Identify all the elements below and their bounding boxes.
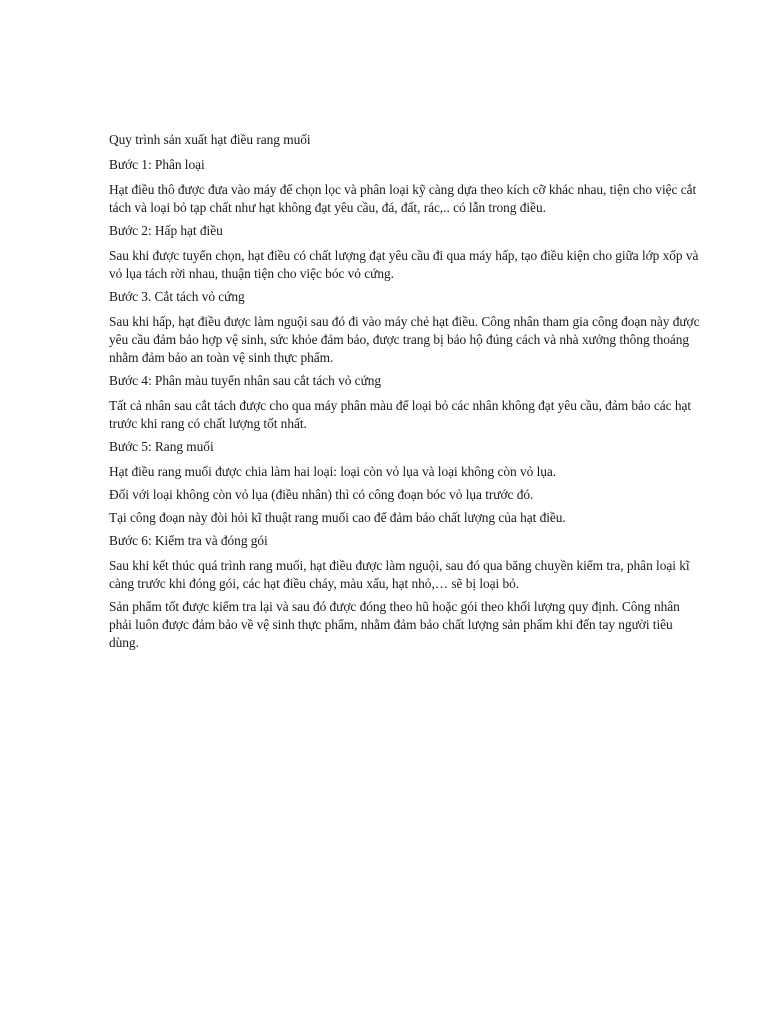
step-paragraph: Đối với loại không còn vỏ lụa (điều nhân) thì có công đoạn bóc vỏ lụa trước đó. <box>109 487 534 502</box>
step-heading: Bước 5: Rang muối <box>109 439 214 454</box>
section-step-3 <box>109 288 705 367</box>
section-step-4 <box>109 372 705 433</box>
step-paragraph: Hạt điều rang muối được chia làm hai loại: loại còn vỏ lụa và loại không còn vỏ lụa. <box>109 464 557 479</box>
step-heading: Bước 4: Phân màu tuyển nhân sau cắt tách vỏ cứng <box>109 373 382 388</box>
step-heading: Bước 3. Cắt tách vỏ cứng <box>109 289 245 304</box>
step-heading: Bước 6: Kiểm tra và đóng gói <box>109 533 268 548</box>
step-paragraph: Sau khi được tuyển chọn, hạt điều có chất lượng đạt yêu cầu đi qua máy hấp, tạo điều kiện cho giữa lớp xốp và vỏ lụa tách rời nhau, thuận tiện cho việc bóc vỏ cứng. <box>109 248 699 281</box>
document-title: Quy trình sản xuất hạt điều rang muối <box>109 132 311 147</box>
section-step-1 <box>109 156 705 217</box>
step-heading: Bước 1: Phân loại <box>109 157 205 172</box>
section-step-6 <box>109 532 705 652</box>
step-paragraph: Tại công đoạn này đòi hỏi kĩ thuật rang muối cao để đảm bảo chất lượng của hạt điều. <box>109 510 566 525</box>
step-paragraph: Tất cả nhân sau cắt tách được cho qua máy phân màu để loại bỏ các nhân không đạt yêu cầu, đảm bảo các hạt trước khi rang có chất lượng tốt nhất. <box>109 398 692 431</box>
step-paragraph: Sản phẩm tốt được kiểm tra lại và sau đó được đóng theo hũ hoặc gói theo khối lượng quy định. Công nhân phải luôn được đảm bảo về vệ sinh thực phẩm, nhằm đảm bảo chất lượng sản phẩm khi đến tay người tiêu dùng. <box>109 599 680 650</box>
step-paragraph: Sau khi kết thúc quá trình rang muối, hạt điều được làm nguội, sau đó qua băng chuyền kiểm tra, phân loại kĩ càng trước khi đóng gói, các hạt điều cháy, màu xấu, hạt nhỏ,… sẽ bị loại bỏ. <box>109 558 690 591</box>
step-heading: Bước 2: Hấp hạt điều <box>109 223 223 238</box>
step-paragraph: Hạt điều thô được đưa vào máy để chọn lọc và phân loại kỹ càng dựa theo kích cỡ khác nhau, tiện cho việc cắt tách và loại bỏ tạp chất như hạt không đạt yêu cầu, đá, đất, rác,.. có lẫn trong điều. <box>109 182 697 215</box>
step-paragraph: Sau khi hấp, hạt điều được làm nguội sau đó đi vào máy chẻ hạt điều. Công nhân tham gia công đoạn này được yêu cầu đảm bảo hợp vệ sinh, sức khỏe đảm bảo, được trang bị bảo hộ đúng cách và nhà xưởng thông thoáng nhằm đảm bảo an toàn vệ sinh thực phẩm. <box>109 314 700 365</box>
section-step-5 <box>109 438 705 527</box>
document-page <box>109 131 705 657</box>
section-step-2 <box>109 222 705 283</box>
